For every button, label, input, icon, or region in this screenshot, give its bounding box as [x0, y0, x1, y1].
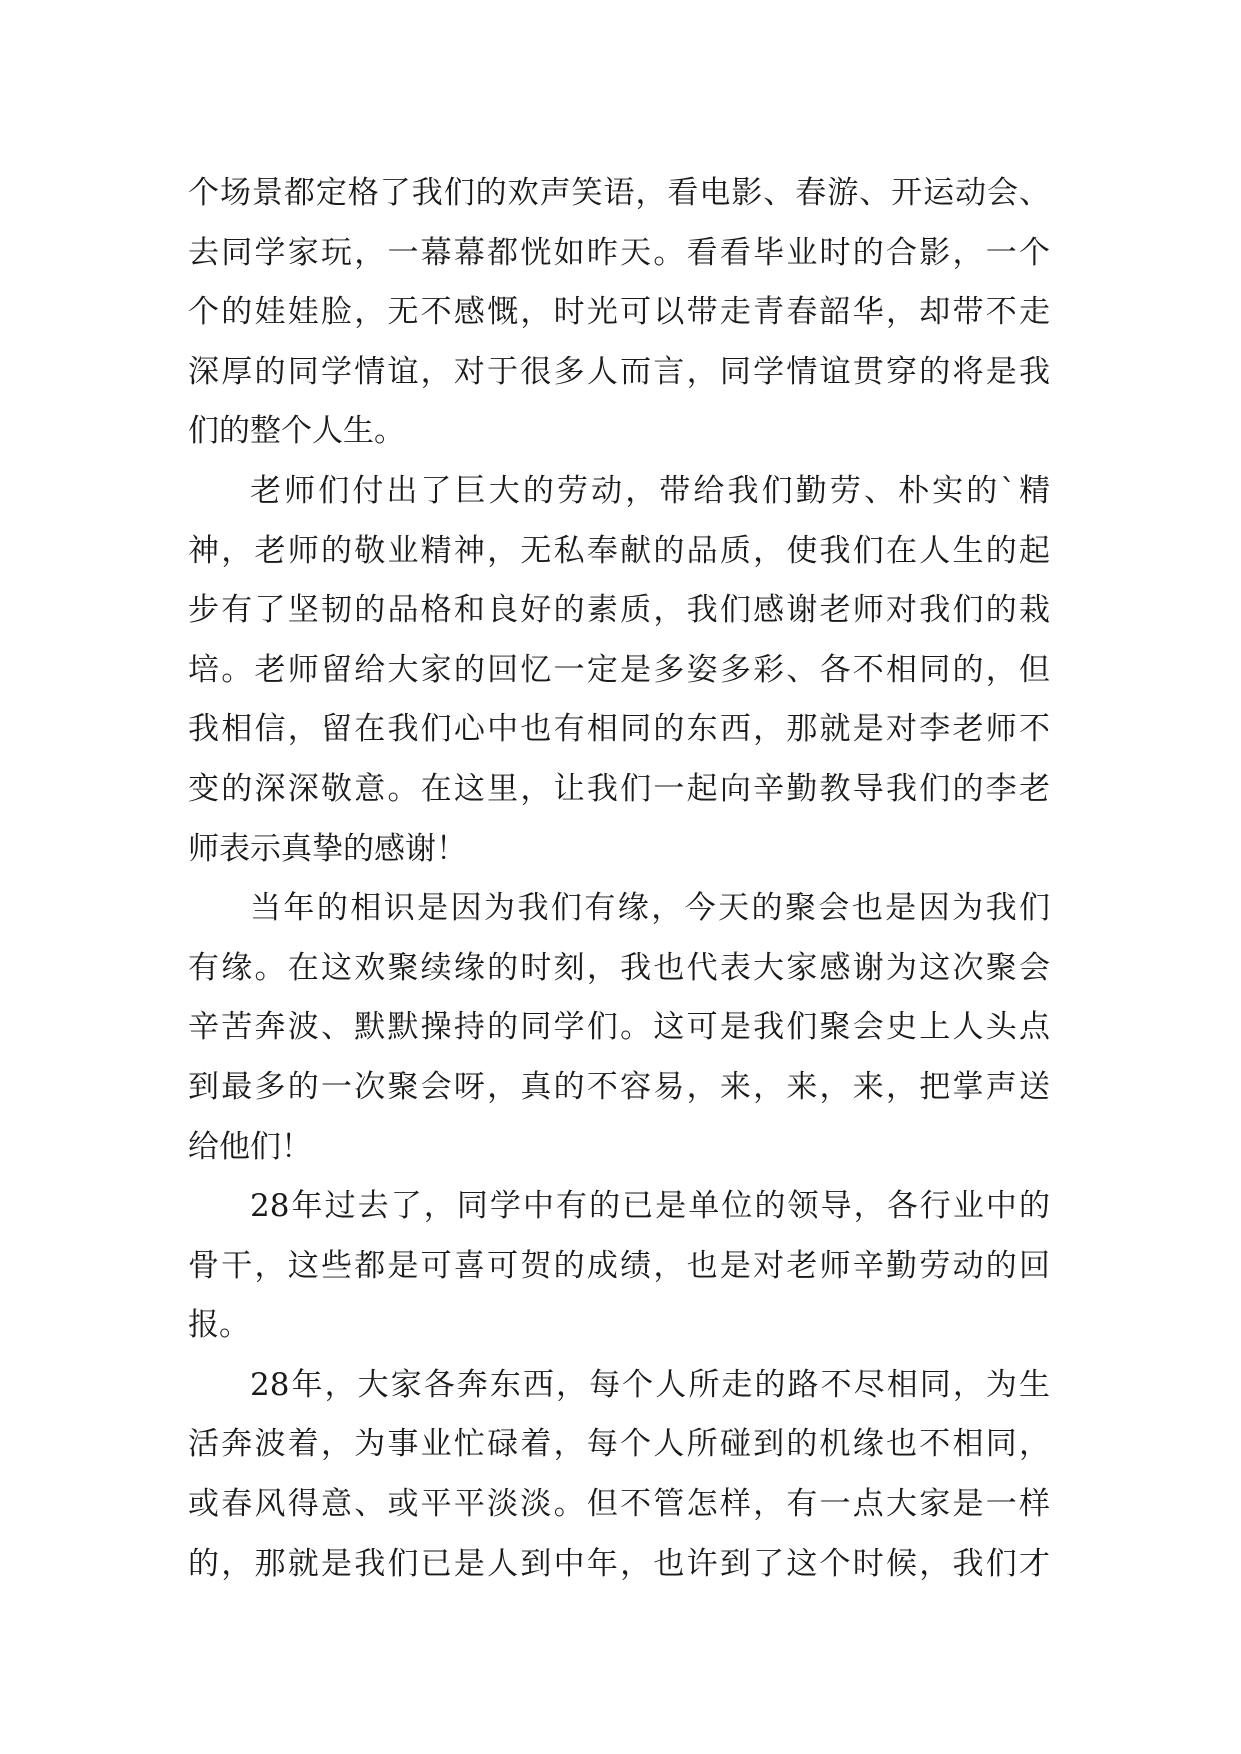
- paragraph-line: 变的深深敬意。在这里，让我们一起向辛勤教导我们的李老: [188, 770, 1050, 807]
- paragraph-line: 我相信，留在我们心中也有相同的东西，那就是对李老师不: [188, 711, 1050, 748]
- paragraph-line: 神，老师的敬业精神，无私奉献的品质，使我们在人生的起: [188, 532, 1050, 569]
- paragraph-line: 培。老师留给大家的回忆一定是多姿多彩、各不相同的，但: [188, 651, 1050, 688]
- paragraph-line: 深厚的同学情谊，对于很多人而言，同学情谊贯穿的将是我: [188, 353, 1050, 390]
- paragraph-line: 的，那就是我们已是人到中年，也许到了这个时候，我们才: [188, 1545, 1050, 1582]
- paragraph-line: 报。: [188, 1307, 250, 1344]
- paragraph-line: 或春风得意、或平平淡淡。但不管怎样，有一点大家是一样: [188, 1486, 1050, 1523]
- paragraph-line: 步有了坚韧的品格和良好的素质，我们感谢老师对我们的栽: [188, 592, 1050, 629]
- paragraph-line: 当年的相识是因为我们有缘，今天的聚会也是因为我们: [250, 890, 1050, 927]
- paragraph-line: 老师们付出了巨大的劳动，带给我们勤劳、朴实的`精: [250, 472, 1050, 509]
- body-text: [188, 164, 1050, 1594]
- paragraph-line: 个场景都定格了我们的欢声笑语，看电影、春游、开运动会、: [188, 175, 1050, 211]
- paragraph-line: 给他们！: [188, 1128, 312, 1165]
- paragraph-line: 个的娃娃脸，无不感慨，时光可以带走青春韶华，却带不走: [188, 294, 1050, 331]
- paragraph-line: 辛苦奔波、默默操持的同学们。这可是我们聚会史上人头点: [188, 1009, 1050, 1046]
- paragraph-line: 28年过去了，同学中有的已是单位的领导，各行业中的: [250, 1188, 1050, 1225]
- paragraph-line: 们的整个人生。: [188, 413, 405, 450]
- paragraph-line: 到最多的一次聚会呀，真的不容易，来，来，来，把掌声送: [188, 1068, 1050, 1105]
- paragraph-line: 28年，大家各奔东西，每个人所走的路不尽相同，为生: [250, 1366, 1050, 1403]
- paragraph-line: 有缘。在这欢聚续缘的时刻，我也代表大家感谢为这次聚会: [188, 949, 1050, 986]
- paragraph-line: 活奔波着，为事业忙碌着，每个人所碰到的机缘也不相同，: [188, 1426, 1050, 1463]
- paragraph-line: 骨干，这些都是可喜可贺的成绩，也是对老师辛勤劳动的回: [188, 1247, 1050, 1284]
- paragraph-line: 去同学家玩，一幕幕都恍如昨天。看看毕业时的合影，一个: [188, 234, 1050, 271]
- paragraph-line: 师表示真挚的感谢！: [188, 830, 467, 867]
